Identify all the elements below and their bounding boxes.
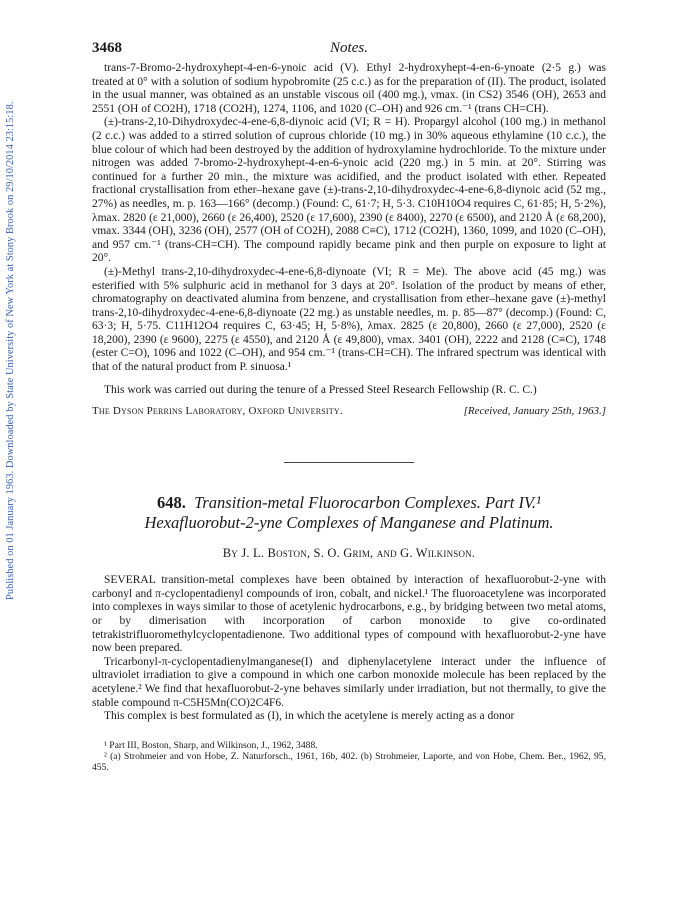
prev-note-paragraph-1: trans-7-Bromo-2-hydroxyhept-4-en-6-ynoic acid (V). Ethyl 2-hydroxyhept-4-en-6-ynoate (2·5 g.) was treated at 0° with a solution of sodium hypobromite (25 c.c.) as for the preparation of (II). The product, isolated in the usual manner, was obtained as an unstable viscous oil (400 mg.), νmax. (in CS2) 3546 (OH), 2653 and 2551 (OH of CO2H), 1718 (CO2H), 1274, 1106, and 1020 (C–OH) and 926 cm.⁻¹ (trans CH=CH).: [92, 62, 606, 115]
prev-note-paragraph-3: (±)-Methyl trans-2,10-dihydroxydec-4-ene-6,8-diynoate (VI; R = Me). The above acid (45 mg.) was esterified with 5% sulphuric acid in methanol for 3 days at 20°. Isolation of the product by means of ether, chromatography on deactivated alumina from benzene, and crystallisation from ether–hexane gave (±)-methyl trans-2,10-dihydroxydec-4-ene-6,8-diynoate (22 mg.) as unstable needles, m. p. 85—87° (decomp.) (Found: C, 63·3; H, 5·75. C11H12O4 requires C, 63·45; H, 5·8%), λmax. 2825 (ε 20,800), 2660 (ε 27,000), 2520 (ε 18,200), 2390 (ε 9600), 2275 (ε 4550), and 2120 Å (ε 49,800), νmax. 3401 (OH), 2222 and 2128 (C≡C), 1748 (ester C=O), 1096 and 1022 (C–OH), and 954 cm.⁻¹ (trans-CH=CH). The infrared spectrum was identical with that of the natural product from P. sinuosa.¹: [92, 265, 606, 374]
article-authors: By J. L. Boston, S. O. Grim, and G. Wilkinson.: [222, 546, 476, 561]
article-paragraph-3: This complex is best formulated as (I), in which the acetylene is merely acting as a donor: [104, 710, 515, 723]
prev-note-paragraph-2: (±)-trans-2,10-Dihydroxydec-4-ene-6,8-diynoic acid (VI; R = H). Propargyl alcohol (100 mg.) in methanol (2 c.c.) was added to a stirred solution of cuprous chloride (10 mg.) in 30% aqueous ethylamine (10 c.c.), the blue colour of which had been destroyed by the addition of hydroxylamine hydrochloride. To the mixture under nitrogen was added 7-bromo-2-hydroxyhept-4-en-6-ynoic acid (220 mg.) in 5 min. at 20°. Stirring was continued for a further 20 min., the mixture was acidified, and the product isolated with ether. Repeated fractional crystallisation from ether–hexane gave (±)-trans-2,10-dihydroxydec-4-ene-6,8-diynoic acid (52 mg., 27%) as needles, m. p. 163—166° (decomp.) (Found: C, 61·7; H, 5·3. C10H10O4 requires C, 61·85; H, 5·2%), λmax. 2820 (ε 21,000), 2660 (ε 26,400), 2520 (ε 17,600), 2390 (ε 8400), 2270 (ε 6500), and 2120 Å (ε 68,200), νmax. 3344 (OH), 3236 (OH), 2577 (OH of CO2H), 2088 C≡C), 1712 (CO2H), 1360, 1099, and 1020 (C–OH), and 957 cm.⁻¹ (trans-CH=CH). The compound rapidly became pink and then purple on exposure to light at 20°.: [92, 116, 606, 265]
affiliation-line: [92, 405, 606, 418]
download-watermark: [3, 40, 19, 600]
download-notice[interactable]: Published on 01 January 1963. Downloaded by State University of New York at Stony Brook on 29/10/2014 23:15:18.: [5, 101, 16, 600]
page-header: [92, 40, 606, 62]
article-title-line-1: [92, 493, 606, 513]
page-number: 3468: [92, 40, 122, 56]
article-number: 648.: [157, 493, 186, 513]
received-date: [Received, January 25th, 1963.]: [463, 405, 606, 418]
article-paragraph-1: SEVERAL transition-metal complexes have been obtained by interaction of hexafluorobut-2-yne with carbonyl and π-cyclopentadienyl compounds of iron, cobalt, and nickel.¹ The fluoroacetylene was incorporated into complexes in ways similar to those of acetylenic hydrocarbons, e.g., by bridging between two metal atoms, or by dimerisation with incorporation of carbon monoxide to give co-ordinated tetrakistrifluoromethylcyclopentadienone. Two additional types of compound with hexafluorobut-2-yne have now been prepared.: [92, 574, 606, 655]
acknowledgement: This work was carried out during the tenure of a Pressed Steel Research Fellowship (R. C. C.): [104, 383, 537, 396]
article-paragraph-2: Tricarbonyl-π-cyclopentadienylmanganese(I) and diphenylacetylene interact under the influence of ultraviolet irradiation to give a compound in which one carbon monoxide molecule has been replaced by the acetylene.² We find that hexafluorobut-2-yne behaves similarly under irradiation, but not thermally, to give the stable compound π-C5H5Mn(CO)2C4F6.: [92, 655, 606, 709]
footnote-2: ² (a) Strohmeier and von Hobe, Z. Naturforsch., 1961, 16b, 402. (b) Strohmeier, Laporte, and von Hobe, Chem. Ber., 1962, 95, 455.: [92, 750, 606, 773]
running-head: Notes.: [330, 40, 368, 56]
journal-page: [92, 40, 606, 773]
footnote-1: ¹ Part III, Boston, Sharp, and Wilkinson, J., 1962, 3488.: [104, 739, 318, 751]
affiliation: The Dyson Perrins Laboratory, Oxford University.: [92, 405, 343, 418]
article-title: Transition-metal Fluorocarbon Complexes. Part IV.¹: [194, 493, 541, 513]
article-subtitle: Hexafluorobut-2-yne Complexes of Manganese and Platinum.: [144, 512, 554, 532]
section-divider: [284, 462, 414, 463]
